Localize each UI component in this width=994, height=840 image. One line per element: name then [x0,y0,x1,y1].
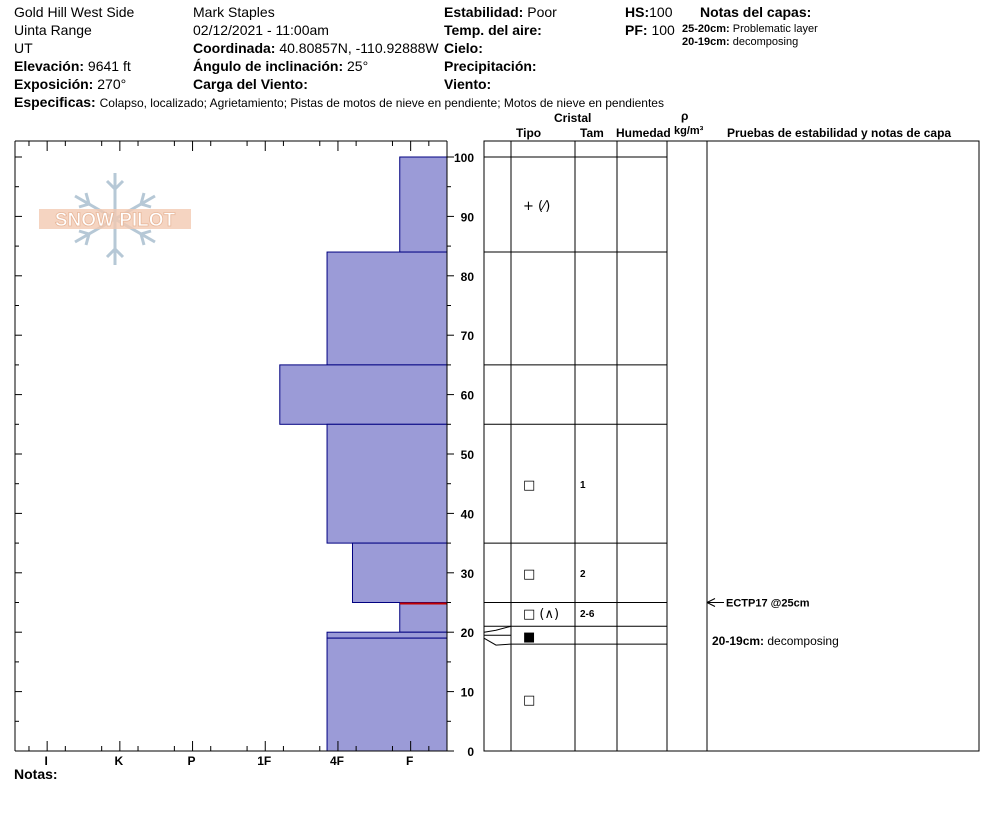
layer-note-2-text: decomposing [732,36,799,48]
slope-value: 25° [347,58,369,74]
hardness-layer-bar-3 [327,424,447,543]
stability-test-arrow [707,599,724,607]
depth-tick-label: 100 [453,151,474,165]
sky-label: Cielo: [444,40,483,56]
layer-comment-text: decomposing [767,634,839,648]
pf-label: PF: [625,22,648,38]
grain-size: 2 [580,569,586,580]
depth-tick-label: 0 [467,745,474,759]
wind-load-label: Carga del Viento: [193,76,308,92]
hs-value: 100 [649,4,673,20]
coord-value: 40.80857N, -110.92888W [279,40,439,56]
hardness-label: F [405,754,414,768]
col-crystal: Cristal [554,111,592,125]
depth-tick-label: 30 [460,566,474,581]
elevation-label: Elevación: [14,58,85,74]
notes-label: Notas: [14,766,58,782]
grain-size: 2-6 [580,609,595,620]
stability-label: Estabilidad: [444,4,524,20]
observer-name: Mark Staples [193,4,275,20]
hardness-layer-bar-0 [400,157,447,252]
depth-tick-label: 10 [460,685,474,700]
location-name: Gold Hill West Side [14,4,135,20]
grain-table [484,141,979,751]
hardness-label: 1F [257,754,272,768]
hardness-label: K [114,754,124,768]
depth-tick-label: 20 [460,626,474,641]
hardness-layer-bar-7 [327,638,447,751]
specifics-value: Colapso, localizado; Agrietamiento; Pistas de motos de nieve en pendiente; Motos de nieve en pendientes [99,96,664,110]
hardness-layer-bar-6 [327,632,447,638]
layer-note-2-range: 20-19cm: [682,36,730,48]
col-density-unit: kg/m³ [674,125,704,137]
hardness-layer-bar-2 [280,365,447,424]
depth-tick-label: 50 [460,448,474,462]
range-name: Uinta Range [14,22,92,38]
coord-label: Coordinada: [193,40,276,56]
col-rho: ρ [681,109,689,123]
grain-type-symbol: □ [523,693,536,708]
grain-type-symbol: □ [523,567,536,582]
layer-note-1-range: 25-20cm: [682,23,730,35]
hardness-layer-bar-4 [352,543,447,602]
stability-test-label: ECTP17 @25cm [726,597,810,610]
table-frame [484,141,979,751]
slope-label: Ángulo de inclinación: [193,58,344,74]
col-tests: Pruebas de estabilidad y notas de capa [727,126,952,140]
hardness-label: I [44,754,48,768]
layer-note-1-text: Problematic layer [732,23,818,35]
specifics-label: Especificas: [14,94,96,110]
grain-type-symbol: □ (∧) [523,607,560,622]
hardness-plot [15,141,474,768]
depth-tick-label: 70 [460,329,474,344]
hs-label: HS: [625,4,650,20]
wind-label: Viento: [444,76,492,92]
layer-comment [712,634,839,648]
pf-value: 100 [651,22,675,38]
col-type: Tipo [516,126,542,140]
col-size: Tam [580,126,604,140]
aspect-label: Exposición: [14,76,94,92]
stability-value: Poor [527,4,557,20]
layer-notes-title: Notas del capas: [700,4,812,20]
hardness-label: P [187,754,196,768]
observation-datetime: 02/12/2021 - 11:00am [193,22,329,38]
layer-comment-range: 20-19cm: [712,634,768,648]
grain-type-symbol: + (⁄) [523,199,551,214]
precip-label: Precipitación: [444,58,537,74]
depth-tick-label: 80 [460,269,474,284]
hardness-layer-bar-5 [400,603,447,633]
state-name: UT [14,40,33,56]
hardness-label: 4F [329,754,344,768]
depth-tick-label: 40 [460,507,474,522]
grain-type-symbol: □ [523,478,536,493]
snow-pilot-logo [39,173,191,265]
hardness-layer-bar-1 [327,252,447,365]
svg-text:SNOW PILOT: SNOW PILOT [54,210,176,231]
depth-connector-fan [484,638,511,645]
grain-size: 1 [580,480,586,491]
elevation-value: 9641 ft [87,58,131,74]
depth-connector-fan [484,626,511,632]
aspect-value: 270° [97,76,127,92]
depth-tick-label: 60 [460,388,474,403]
col-moisture: Humedad [616,126,671,140]
depth-tick-label: 90 [460,210,474,225]
air-temp-label: Temp. del aire: [444,22,542,38]
grain-type-symbol: ■ [523,630,536,645]
